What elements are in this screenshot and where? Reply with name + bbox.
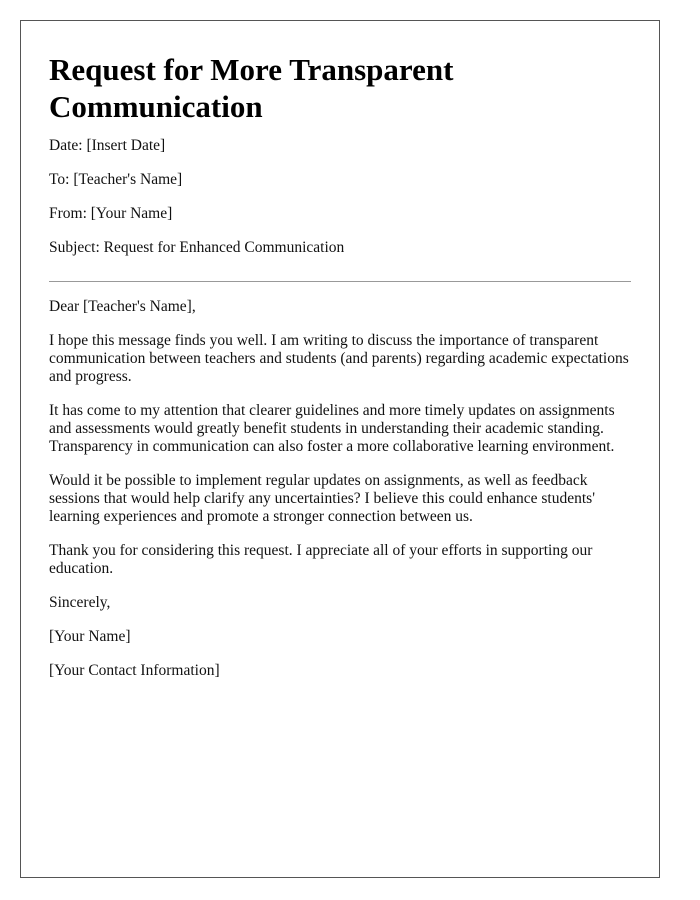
letter-page	[20, 20, 660, 878]
body-paragraph-1: I hope this message finds you well. I am writing to discuss the importance of transparent communication between teachers and students (and parents) regarding academic expectations and progress.	[49, 332, 629, 385]
closing: Sincerely,	[49, 594, 111, 611]
letter-title: Request for More Transparent Communication	[49, 52, 454, 124]
body-paragraph-2: It has come to my attention that clearer guidelines and more timely updates on assignments and assessments would greatly benefit students in understanding their academic standing. Transparency in communication can also foster a more collaborative learning environment.	[49, 402, 615, 455]
from-line: From: [Your Name]	[49, 205, 173, 222]
salutation: Dear [Teacher's Name],	[49, 298, 196, 315]
signature-name: [Your Name]	[49, 628, 131, 645]
body-paragraph-4: Thank you for considering this request. I appreciate all of your efforts in supporting our education.	[49, 542, 593, 577]
date-line: Date: [Insert Date]	[49, 137, 166, 154]
subject-line: Subject: Request for Enhanced Communication	[49, 239, 345, 256]
signature-contact: [Your Contact Information]	[49, 662, 220, 679]
header-divider	[49, 281, 631, 282]
to-line: To: [Teacher's Name]	[49, 171, 183, 188]
body-paragraph-3: Would it be possible to implement regular updates on assignments, as well as feedback sessions that would help clarify any uncertainties? I believe this could enhance students' learning experiences and promote a stronger connection between us.	[49, 472, 595, 525]
